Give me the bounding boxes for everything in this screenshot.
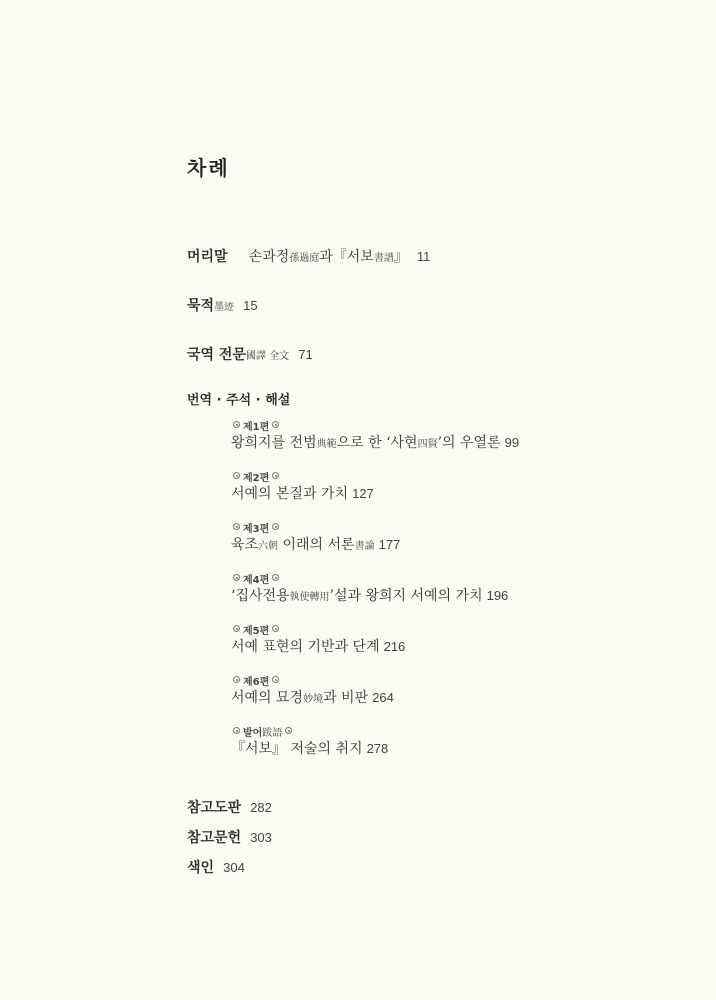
part-heading: 번역 · 주석 · 해설 xyxy=(187,393,291,408)
toc-entry-references[interactable] xyxy=(187,827,272,847)
chapter-page: 127 xyxy=(352,486,374,501)
chapter-title: 육조 xyxy=(231,537,259,553)
chapter-page: 216 xyxy=(383,639,406,654)
chapter-hanja: 六朝 xyxy=(258,541,279,552)
bullet-icon xyxy=(233,625,240,632)
mukjeok-page: 15 xyxy=(243,298,258,313)
plates-page: 282 xyxy=(250,800,272,815)
chapter-label-hanja: 跋語 xyxy=(262,728,283,739)
chapter-hanja-2: 四賢 xyxy=(417,439,438,450)
toc-entry-chapter[interactable] xyxy=(231,687,394,707)
preface-text: 손과정 xyxy=(248,249,290,265)
bullet-icon xyxy=(272,523,279,530)
bullet-icon xyxy=(233,676,240,683)
bullet-icon xyxy=(272,421,279,428)
plates-label: 참고도판 xyxy=(187,800,242,816)
preface-hanja2: 書譜 xyxy=(373,253,394,264)
chapter-page: 99 xyxy=(504,435,520,450)
bullet-icon xyxy=(272,625,279,632)
full-page: 71 xyxy=(298,347,313,362)
chapter-title-cont: ’설과 왕희지 서예의 가치 xyxy=(329,588,483,604)
chapter-title: 왕희지를 전범 xyxy=(231,435,317,451)
chapter-title: 서예의 묘경 xyxy=(231,690,304,706)
chapter-title-cont: 으로 한 ‘사현 xyxy=(336,435,418,451)
chapter-title-cont: 과 비판 xyxy=(323,690,369,706)
chapter-title: ‘집사전용 xyxy=(231,588,290,604)
chapter-hanja: 典範 xyxy=(316,439,337,450)
chapter-number: 제6편 xyxy=(243,677,270,688)
full-hanja: 國譯 全文 xyxy=(245,351,290,362)
preface-text3: 』 xyxy=(393,249,408,265)
index-page: 304 xyxy=(223,860,245,875)
refs-page: 303 xyxy=(250,830,272,845)
chapter-number: 발어 xyxy=(243,728,263,739)
bullet-icon xyxy=(233,523,240,530)
chapter-page: 196 xyxy=(486,588,509,603)
index-label: 색인 xyxy=(187,860,215,876)
bullet-icon xyxy=(233,574,240,581)
refs-label: 참고문헌 xyxy=(187,830,242,846)
preface-hanja: 孫過庭 xyxy=(289,253,320,264)
bullet-icon xyxy=(233,421,240,428)
bullet-icon xyxy=(233,472,240,479)
toc-entry-mukjeok[interactable] xyxy=(187,295,258,315)
page-title: 차례 xyxy=(187,156,230,180)
chapter-title: 서예 표현의 기반과 단계 xyxy=(231,639,380,655)
chapter-hanja: 妙境 xyxy=(303,694,324,705)
chapter-number: 제5편 xyxy=(243,626,270,637)
chapter-title: 『서보』 저술의 취지 xyxy=(231,741,363,757)
toc-entry-preface[interactable] xyxy=(187,246,430,266)
bullet-icon xyxy=(285,727,292,734)
toc-entry-chapter[interactable] xyxy=(231,585,508,605)
toc-entry-chapter[interactable] xyxy=(231,636,405,656)
chapter-title: 서예의 본질과 가치 xyxy=(231,486,349,502)
bullet-icon xyxy=(272,472,279,479)
chapter-hanja: 執使轉用 xyxy=(289,592,330,603)
toc-entry-chapter[interactable] xyxy=(231,534,400,554)
bullet-icon xyxy=(272,574,279,581)
chapter-number: 제4편 xyxy=(243,575,270,586)
mukjeok-label: 묵적 xyxy=(187,298,215,314)
toc-entry-chapter[interactable] xyxy=(231,432,519,452)
full-label: 국역 전문 xyxy=(187,347,246,363)
chapter-title-cont: 이래의 서론 xyxy=(278,537,355,553)
bullet-icon xyxy=(272,676,279,683)
bullet-icon xyxy=(233,727,240,734)
mukjeok-hanja: 墨迹 xyxy=(214,302,235,313)
preface-text2: 과『서보 xyxy=(319,249,374,265)
chapter-number: 제3편 xyxy=(243,524,270,535)
chapter-page: 264 xyxy=(372,690,394,705)
chapter-page: 177 xyxy=(378,537,401,552)
toc-entry-index[interactable] xyxy=(187,857,245,877)
toc-entry-chapter[interactable] xyxy=(231,738,388,758)
toc-entry-full-translation[interactable] xyxy=(187,344,313,364)
chapter-page: 278 xyxy=(366,741,389,756)
preface-label: 머리말 xyxy=(187,249,228,265)
chapter-number: 제1편 xyxy=(243,422,270,433)
chapter-number: 제2편 xyxy=(243,473,270,484)
chapter-hanja-2: 書論 xyxy=(354,541,375,552)
chapter-title-end: ’의 우열론 xyxy=(437,435,501,451)
toc-entry-chapter[interactable] xyxy=(231,483,374,503)
preface-page: 11 xyxy=(416,249,431,264)
toc-entry-plates[interactable] xyxy=(187,797,272,817)
